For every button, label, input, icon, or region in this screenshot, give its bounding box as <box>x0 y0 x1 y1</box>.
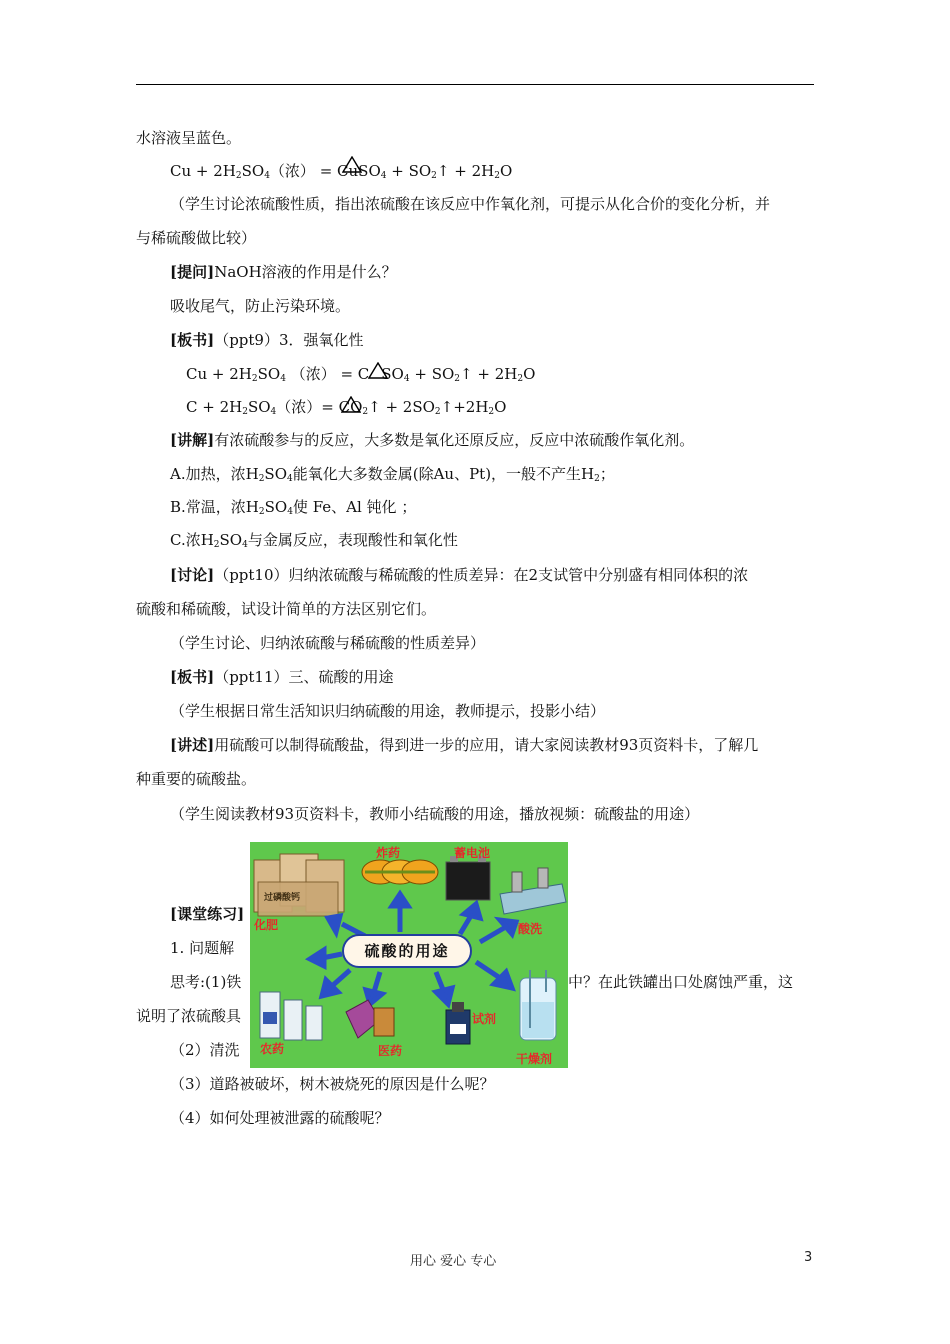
text-line: （学生根据日常生活知识归纳硫酸的用途，教师提示，投影小结） <box>170 702 606 720</box>
label-pickling: 酸洗 <box>518 922 543 936</box>
text-line: 水溶液呈蓝色。 <box>136 129 242 147</box>
equation-copper-2: $Cu + 2H_2SO_4$ （浓） = C $SO_4$ + $SO_2↑ + 2H_2O$ <box>186 365 536 384</box>
text-line: 吸收尾气，防止污染环境。 <box>170 297 351 315</box>
reagent-bottle-icon <box>446 1002 470 1044</box>
point-b: B.常温，浓$H_2SO_4$使 Fe、Al 钝化 ； <box>170 498 417 517</box>
point-c: C.浓$H_2SO_4$与金属反应，表现酸性和氧化性 <box>170 531 458 550</box>
text-line: [讲解]有浓硫酸参与的反应，大多数是氧化还原反应，反应中浓硫酸作氧化剂。 <box>170 431 695 449</box>
fertilizer-bags-icon <box>254 854 344 916</box>
text-line: （学生讨论浓硫酸性质，指出浓硫酸在该反应中作氧化剂，可提示从化合价的变化分析，并 <box>170 195 771 213</box>
label-battery: 蓄电池 <box>454 846 491 860</box>
label-reagent: 试剂 <box>472 1012 497 1026</box>
label-desiccant: 干燥剂 <box>516 1052 553 1066</box>
battery-icon <box>446 856 490 900</box>
text-line: [板书]（ppt11）三、硫酸的用途 <box>170 668 394 686</box>
text-line: （学生讨论、归纳浓硫酸与稀硫酸的性质差异） <box>170 634 486 652</box>
figure-center-title: 硫酸的用途 <box>342 934 472 968</box>
label-fertilizer: 化肥 <box>254 918 279 932</box>
text-line: （2）清洗 <box>170 1041 240 1059</box>
text-line: （3）道路被破坏，树木被烧死的原因是什么呢？ <box>170 1075 495 1093</box>
text-line: （学生阅读教材93页资料卡，教师小结硫酸的用途，播放视频：硫酸盐的用途） <box>170 805 700 823</box>
page-number: 3 <box>804 1250 813 1265</box>
text-line: [提问]NaOH溶液的作用是什么？ <box>170 263 397 281</box>
text-line: [板书]（ppt9）3．强氧化性 <box>170 331 364 349</box>
medicine-icon <box>346 1000 394 1038</box>
text-line: [讨论]（ppt10）归纳浓硫酸与稀硫酸的性质差异：在2支试管中分别盛有相同体积的浓 <box>170 566 749 584</box>
text-line: [讲述]用硫酸可以制得硫酸盐，得到进一步的应用，请大家阅读教材93页资料卡，了解几 <box>170 736 759 754</box>
text-line: 说明了浓硫酸具 <box>136 1007 242 1025</box>
footer-text: 用心 爱心 专心 <box>410 1254 497 1269</box>
text-line: 1. 问题解 <box>170 939 235 957</box>
text-line: 硫酸和稀硫酸，试设计简单的方法区别它们。 <box>136 600 437 618</box>
label-explosive: 炸药 <box>376 846 401 860</box>
label-pesticide: 农药 <box>260 1042 285 1056</box>
explosive-icon <box>362 860 438 884</box>
text-line: （4）如何处理被泄露的硫酸呢？ <box>170 1109 390 1127</box>
pesticide-bottles-icon <box>260 992 322 1040</box>
text-line: 种重要的硫酸盐。 <box>136 770 257 788</box>
text-line: 与稀硫酸做比较） <box>136 229 257 247</box>
desiccant-bottle-icon <box>520 970 556 1040</box>
text-line: 思考:(1)铁 <box>170 973 242 991</box>
label-medicine: 医药 <box>378 1044 403 1058</box>
sulfuric-acid-uses-figure <box>250 842 568 1068</box>
point-a: A.加热，浓$H_2SO_4$能氧化大多数金属(除Au、Pt)，一般不产生$H_2$； <box>170 465 615 484</box>
text-line: 中？在此铁罐出口处腐蚀严重，这 <box>568 973 794 991</box>
pickling-tray-icon <box>500 868 566 914</box>
equation-copper-1: $Cu + 2H_2SO_4$（浓） = CuSO$_4$ + $SO_2↑ + 2H_2O$ <box>170 162 513 181</box>
text-line: [课堂练习] <box>170 905 245 923</box>
equation-carbon: $C + 2H_2SO_4$（浓）= $CO_2↑$ + $2SO_2↑+2H_2O$ <box>186 398 507 417</box>
header-rule <box>136 84 814 85</box>
bag-text: 过磷酸钙 <box>264 893 301 903</box>
